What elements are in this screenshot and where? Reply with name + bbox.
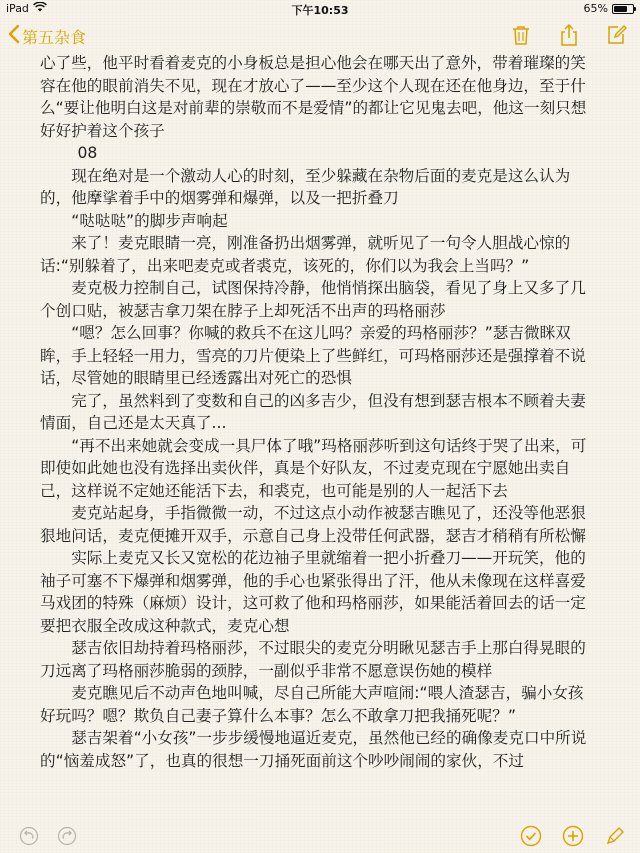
status-time: 下午10:53 [291, 4, 349, 17]
note-paragraph: 来了！麦克眼睛一亮，刚准备扔出烟雾弹，就听见了一句令人胆战心惊的话:“别躲着了，出来吧麦克或者裘克，该死的，你们以为我会上当吗？” [40, 234, 571, 275]
note-paragraph: 实际上麦克又长又宽松的花边袖子里就缩着一把小折叠刀——开玩笑，他的袖子可塞不下爆弹和烟雾弹，他的手心也紧张得出了汗，他从未像现在这样喜爱马戏团的特殊（麻烦）设计，这可救了他和玛格丽莎，如果能活着回去的话一定要把衣服全改成这种款式，麦克心想 [40, 549, 586, 635]
bottom-left-actions [18, 825, 78, 847]
checklist-icon[interactable] [520, 825, 542, 847]
note-paragraph: 瑟吉依旧劫持着玛格丽莎，不过眼尖的麦克分明瞅见瑟吉手上那白得晃眼的刀远离了玛格丽莎脆弱的颈脖，一副似乎非常不愿意误伤她的模样 [40, 639, 586, 680]
add-icon[interactable] [562, 825, 584, 847]
note-paragraph: 心了些，他平时看着麦克的小身板总是担心他会在哪天出了意外，带着璀璨的笑容在他的眼前消失不见，现在才放心了——至少这个人现在还在他身边，至于什么“要让他明白这是对前辈的崇敬而不是爱情”的都让它见鬼去吧，他这一刻只想好好护着这个孩子 [40, 54, 587, 140]
redo-icon[interactable] [56, 825, 78, 847]
note-paragraph: “再不出来她就会变成一具尸体了哦”玛格丽莎听到这句话终于哭了出来，可即使如此她也没有选择出卖伙伴，真是个好队友，不过麦克现在宁愿她出卖自己，这样说不定她还能活下去，和裘克，也可能是别的人一起活下去 [40, 436, 587, 500]
bottom-right-actions [520, 825, 626, 847]
note-paragraph: 现在绝对是一个激动人心的时刻，至少躲藏在杂物后面的麦克是这么认为的，他摩挲着手中的烟雾弹和爆弹，以及一把折叠刀 [40, 166, 571, 207]
undo-icon[interactable] [18, 825, 40, 847]
back-label: 第五杂食 [22, 27, 87, 47]
compose-icon[interactable] [604, 22, 630, 48]
nav-bar [0, 18, 640, 52]
status-bar [0, 0, 640, 18]
back-button[interactable] [8, 24, 86, 48]
chevron-left-icon [8, 24, 20, 48]
device-name: iPad [6, 2, 29, 15]
share-icon[interactable] [556, 22, 582, 48]
note-paragraph: 麦克瞧见后不动声色地叫喊，尽自己所能大声喧闹:“喂人渣瑟吉，骗小女孩好玩吗？嗯？欺负自己妻子算什么本事？怎么不敢拿刀把我捅死呢？” [40, 684, 584, 725]
bottom-toolbar [0, 821, 640, 853]
note-paragraph: “哒哒哒”的脚步声响起 [71, 211, 228, 230]
note-paragraph: 麦克站起身，手指微微一动，不过这点小动作被瑟吉瞧见了，还没等他恶狠狠地问话，麦克便摊开双手，示意自己身上没带任何武器，瑟吉才稍稍有所松懈 [40, 504, 586, 545]
note-body[interactable] [40, 52, 596, 822]
nav-actions [508, 22, 630, 48]
note-paragraph: “嗯？怎么回事？你喊的救兵不在这儿吗？亲爱的玛格丽莎？”瑟吉微眯双眸，手上轻轻一用力，雪亮的刀片便染上了些鲜红，可玛格丽莎还是强撑着不说话，尽管她的眼睛里已经透露出对死亡的恐惧 [40, 324, 586, 387]
note-paragraph: 瑟吉架着“小女孩”一步步缓慢地逼近麦克，虽然他已经的确像麦克口中所说的“恼羞成怒”了，也真的很想一刀捅死面前这个吵吵闹闹的家伙，不过 [40, 729, 587, 770]
trash-icon[interactable] [508, 22, 534, 48]
battery-percent: 65% [583, 2, 608, 15]
note-paragraph: 08 [77, 144, 98, 162]
status-right [584, 2, 634, 15]
note-paragraph: 完了，虽然料到了变数和自己的凶多吉少，但没有想到瑟吉根本不顾着夫妻情面，自己还是太天真了... [40, 391, 586, 432]
note-paragraph: 麦克极力控制自己，试图保持冷静，他悄悄探出脑袋，看见了身上又多了几个创口贴，被瑟吉拿刀架在脖子上却死活不出声的玛格丽莎 [40, 279, 586, 320]
markup-icon[interactable] [604, 825, 626, 847]
battery-icon [612, 4, 634, 14]
